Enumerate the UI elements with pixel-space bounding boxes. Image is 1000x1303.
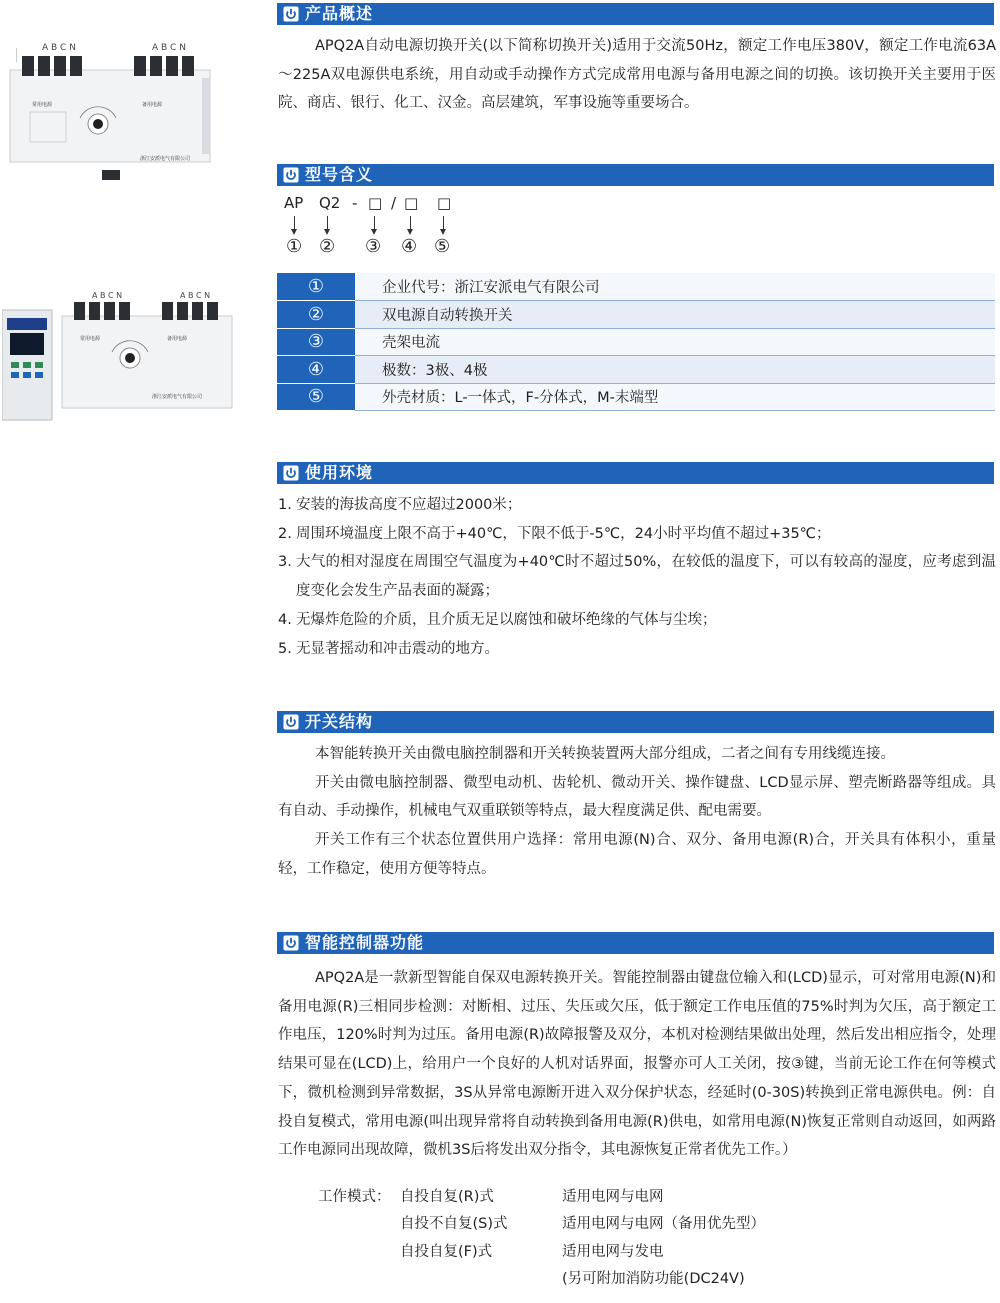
img1-right-tag: 备用电源 — [142, 102, 163, 108]
section-header-environment — [277, 462, 994, 484]
row-text: 企业代号：浙江安派电气有限公司 — [355, 273, 995, 301]
img1-phase-left: A B C N — [42, 43, 76, 53]
mode-extra: (另可附加消防功能(DC24V) — [562, 1271, 745, 1288]
arrow-4 — [410, 216, 411, 230]
list-item — [278, 548, 996, 605]
table-row — [277, 273, 995, 301]
marker-4: ④ — [401, 236, 418, 257]
list-item-number: 3. — [278, 554, 292, 571]
controller-text: APQ2A是一款新型智能自保双电源转换开关。智能控制器由键盘位输入和(LCD)显示，可对常用电源(N)和备用电源(R)三相同步检测：对断相、过压、失压或欠压，低于额定工作电压值的75%时判为欠压，高于额定工作电压，120%时判为过压。备用电源(R)故障报警及双分，本机对检测结果做出处理，然后发出相应指令，处理结果可显在(LCD)上，给用户一个良好的人机对话界面，报警亦可人工关闭，按③键，当前无论工作在何等模式下，微机检测到异常数据，3S从异常电源断开进入双分保护状态，经延时(0-30S)转换到正常电源供电。例：自投自复模式，常用电源(叫出现异常将自动转换到备用电源(R)供电，如常用电源(N)恢复正常则自动返回，如两路工作电源同出现故障，微机3S后将发出双分指令，其电源恢复正常者优先工作。） — [278, 970, 996, 1159]
mode-use: 适用电网与电网（备用优先型） — [562, 1216, 765, 1233]
img2-left-tag: 常用电源 — [80, 336, 101, 342]
mode-row — [318, 1266, 765, 1293]
section-header-model — [277, 164, 994, 186]
img2-phase-right: A B C N — [180, 291, 211, 300]
structure-body — [278, 740, 996, 884]
product-image-integrated — [2, 38, 242, 183]
overview-title: 产品概述 — [305, 4, 374, 23]
list-item — [278, 491, 996, 520]
code-q2: Q2 — [319, 194, 341, 212]
mode-row — [318, 1184, 765, 1211]
img1-phase-right: A B C N — [152, 43, 186, 53]
list-item-text: 无显著摇动和冲击震动的地方。 — [296, 640, 499, 657]
row-number: ⑤ — [277, 383, 355, 411]
mode-name: 自投不自复(S)式 — [400, 1216, 508, 1233]
mode-row — [318, 1211, 765, 1238]
structure-para-2: 开关由微电脑控制器、微型电动机、齿轮机、微动开关、操作键盘、LCD显示屏、塑壳断路器等组成。具有自动、手动操作，机械电气双重联锁等特点，最大程度满足供、配电需要。 — [278, 774, 996, 820]
marker-1: ① — [286, 236, 303, 257]
structure-title: 开关结构 — [305, 712, 374, 731]
controller-title: 智能控制器功能 — [305, 933, 425, 952]
img2-right-tag: 备用电源 — [167, 336, 188, 342]
list-item-text: 大气的相对湿度在周围空气温度为+40℃时不超过50%，在较低的温度下，可以有较高的湿度，应考虑到温度变化会发生产品表面的凝露； — [296, 554, 996, 600]
row-number: ④ — [277, 356, 355, 384]
controller-body — [278, 964, 996, 1165]
work-modes — [318, 1184, 765, 1294]
power-icon — [283, 714, 299, 730]
list-item — [278, 606, 996, 635]
arrow-2 — [327, 216, 328, 230]
code-slash: / — [391, 194, 397, 212]
power-icon — [283, 167, 299, 183]
marker-5: ⑤ — [434, 236, 451, 257]
list-item-text: 无爆炸危险的介质，且介质无足以腐蚀和破坏绝缘的气体与尘埃； — [296, 611, 717, 628]
overview-text: APQ2A自动电源切换开关(以下简称切换开关)适用于交流50Hz，额定工作电压380V，额定工作电流63A～225A双电源供电系统，用自动或手动操作方式完成常用电源与备用电源之间的切换。该切换开关主要用于医院、商店、银行、化工、汉金。高层建筑，军事设施等重要场合。 — [278, 38, 996, 112]
row-number: ③ — [277, 328, 355, 356]
structure-para-3: 开关工作有三个状态位置供用户选择：常用电源(N)合、双分、备用电源(R)合，开关具有体积小，重量轻，工作稳定，使用方便等特点。 — [278, 832, 996, 877]
product-image-split — [2, 288, 242, 428]
overview-body — [278, 32, 996, 118]
list-item-number: 1. — [278, 497, 292, 513]
marker-3: ③ — [365, 236, 382, 257]
mode-label: 工作模式： — [318, 1189, 391, 1205]
img1-left-tag: 常用电源 — [32, 102, 53, 108]
table-row — [277, 301, 995, 329]
list-item-number: 4. — [278, 611, 292, 628]
img2-phase-left: A B C N — [92, 291, 123, 300]
code-box-4: □ — [404, 194, 419, 212]
list-item-number: 2. — [278, 525, 292, 542]
row-text: 极数：3极、4极 — [355, 356, 995, 384]
row-text: 壳架电流 — [355, 328, 995, 356]
list-item-text: 周围环境温度上限不高于+40℃，下限不低于-5℃，24小时平均值不超过+35℃； — [296, 525, 831, 542]
power-icon — [283, 935, 299, 951]
table-row — [277, 328, 995, 356]
section-header-overview — [277, 3, 994, 25]
section-header-controller — [277, 932, 994, 954]
table-row — [277, 383, 995, 411]
img1-company: 浙江安派电气有限公司 — [140, 156, 191, 162]
mode-name: 自投自复(R)式 — [400, 1189, 494, 1205]
section-header-structure — [277, 711, 994, 733]
power-icon — [283, 6, 299, 22]
mode-use: 适用电网与发电 — [562, 1243, 664, 1260]
table-row — [277, 356, 995, 384]
code-dash: - — [352, 194, 358, 212]
row-text: 双电源自动转换开关 — [355, 301, 995, 329]
list-item-number: 5. — [278, 640, 292, 657]
img2-company: 浙江安派电气有限公司 — [152, 394, 203, 400]
arrow-5 — [443, 216, 444, 230]
list-item-text: 安装的海拔高度不应超过2000米； — [296, 497, 522, 513]
list-item — [278, 520, 996, 549]
mode-use: 适用电网与电网 — [562, 1189, 664, 1205]
structure-para-1: 本智能转换开关由微电脑控制器和开关转换装置两大部分组成，二者之间有专用线缆连接。 — [315, 746, 895, 762]
code-ap: AP — [284, 194, 304, 212]
row-number: ① — [277, 273, 355, 301]
environment-title: 使用环境 — [305, 463, 374, 482]
arrow-1 — [294, 216, 295, 230]
arrow-3 — [374, 216, 375, 230]
power-icon — [283, 465, 299, 481]
model-title: 型号含义 — [305, 165, 374, 184]
code-box-5: □ — [437, 194, 452, 212]
environment-list — [278, 491, 996, 663]
list-item — [278, 635, 996, 664]
code-box-3: □ — [368, 194, 383, 212]
mode-row — [318, 1239, 765, 1266]
mode-name: 自投自复(F)式 — [400, 1243, 493, 1260]
marker-2: ② — [319, 236, 336, 257]
model-code-diagram — [284, 194, 484, 264]
model-table — [277, 273, 995, 411]
row-number: ② — [277, 301, 355, 329]
row-text: 外壳材质：L-一体式，F-分体式，M-末端型 — [355, 383, 995, 411]
